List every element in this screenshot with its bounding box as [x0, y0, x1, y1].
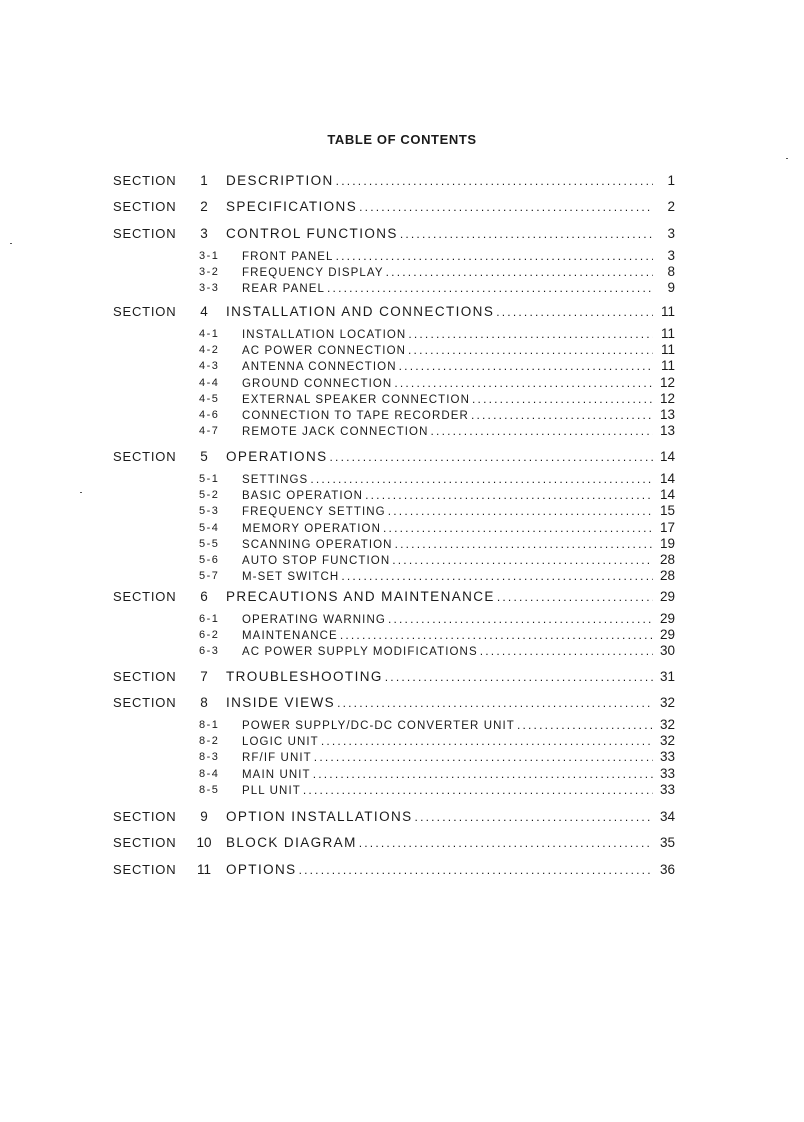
subsection-number: 8-5 — [199, 784, 220, 796]
scan-speck — [786, 158, 788, 159]
dot-leader — [359, 197, 653, 217]
section-title: DESCRIPTION — [226, 173, 334, 188]
subsection-number: 4-4 — [199, 377, 220, 389]
subsection-number: 4-2 — [199, 344, 220, 356]
entry-title-leader — [226, 833, 653, 853]
subsection-number: 8-2 — [199, 735, 220, 747]
entry-title-leader — [242, 421, 653, 442]
page-number: 32 — [659, 717, 675, 732]
dot-leader — [497, 587, 653, 607]
scan-speck — [80, 492, 82, 493]
page-number: 13 — [659, 423, 675, 438]
entry-title-leader — [226, 197, 653, 217]
subsection-title: SETTINGS — [242, 474, 309, 486]
subsection-title: AC POWER CONNECTION — [242, 345, 407, 357]
section-title: BLOCK DIAGRAM — [226, 835, 357, 850]
page-number: 12 — [659, 375, 675, 390]
subsection-title: GROUND CONNECTION — [242, 378, 393, 390]
page-number: 33 — [659, 782, 675, 797]
subsection-number: 4-3 — [199, 360, 220, 372]
subsection-title: MEMORY OPERATION — [242, 523, 382, 535]
section-title: SPECIFICATIONS — [226, 199, 358, 214]
subsection-number: 5-1 — [199, 473, 220, 485]
subsection-title: LOGIC UNIT — [242, 736, 319, 748]
page-number: 36 — [659, 862, 675, 877]
subsection-title: MAINTENANCE — [242, 630, 338, 642]
entry-title-leader — [242, 641, 653, 662]
subsection-number: 4-1 — [199, 328, 220, 340]
subsection-title: M-SET SWITCH — [242, 571, 340, 583]
section-label: SECTION — [113, 173, 177, 188]
page-number: 19 — [659, 536, 675, 551]
entry-title-leader — [242, 278, 653, 299]
page-number: 3 — [667, 226, 675, 241]
subsection-title: REMOTE JACK CONNECTION — [242, 426, 429, 438]
dot-leader — [336, 171, 653, 191]
entry-title-leader — [226, 667, 653, 687]
section-label: SECTION — [113, 226, 177, 241]
page-number: 28 — [659, 552, 675, 567]
section-title: OPTION INSTALLATIONS — [226, 809, 413, 824]
subsection-entry[interactable] — [0, 641, 804, 661]
subsection-title: OPERATING WARNING — [242, 614, 386, 626]
section-entry[interactable] — [0, 447, 804, 467]
subsection-title: INSTALLATION LOCATION — [242, 329, 407, 341]
subsection-number: 5-7 — [199, 570, 220, 582]
section-entry[interactable] — [0, 224, 804, 244]
subsection-title: RF/IF UNIT — [242, 752, 312, 764]
section-number: 8 — [200, 695, 208, 710]
subsection-number: 5-3 — [199, 505, 220, 517]
section-entry[interactable] — [0, 667, 804, 687]
subsection-number: 8-1 — [199, 719, 220, 731]
subsection-entry[interactable] — [0, 278, 804, 298]
section-title: OPERATIONS — [226, 449, 328, 464]
page-number: 32 — [659, 733, 675, 748]
section-title: INSIDE VIEWS — [226, 695, 336, 710]
subsection-title: REAR PANEL — [242, 283, 326, 295]
dot-leader — [385, 667, 653, 687]
page-number: 32 — [659, 695, 675, 710]
page-number: 31 — [659, 669, 675, 684]
entry-title-leader — [226, 860, 653, 880]
page-number: 8 — [667, 264, 675, 279]
dot-leader — [303, 780, 653, 800]
section-label: SECTION — [113, 199, 177, 214]
subsection-number: 5-5 — [199, 538, 220, 550]
section-entry[interactable] — [0, 693, 804, 713]
section-entry[interactable] — [0, 197, 804, 217]
subsection-title: AUTO STOP FUNCTION — [242, 555, 391, 567]
subsection-number: 6-3 — [199, 645, 220, 657]
page-number: 12 — [659, 391, 675, 406]
dot-leader — [341, 566, 653, 586]
section-entry[interactable] — [0, 587, 804, 607]
subsection-number: 5-2 — [199, 489, 220, 501]
section-label: SECTION — [113, 589, 177, 604]
subsection-number: 3-2 — [199, 266, 220, 278]
section-entry[interactable] — [0, 860, 804, 880]
entry-title-leader — [226, 171, 653, 191]
dot-leader — [415, 807, 653, 827]
page-number: 17 — [659, 520, 675, 535]
page-number: 28 — [659, 568, 675, 583]
section-title: CONTROL FUNCTIONS — [226, 226, 398, 241]
subsection-number: 5-6 — [199, 554, 220, 566]
page-number: 11 — [660, 358, 675, 373]
subsection-entry[interactable] — [0, 421, 804, 441]
entry-title-leader — [242, 780, 653, 801]
subsection-number: 6-1 — [199, 613, 220, 625]
section-title: TROUBLESHOOTING — [226, 669, 383, 684]
section-title: OPTIONS — [226, 862, 297, 877]
subsection-number: 8-4 — [199, 768, 220, 780]
subsection-title: FREQUENCY SETTING — [242, 506, 386, 518]
section-label: SECTION — [113, 809, 177, 824]
page-number: 11 — [660, 342, 675, 357]
section-number: 6 — [200, 589, 208, 604]
entry-title-leader — [226, 447, 653, 467]
section-number: 5 — [200, 449, 208, 464]
subsection-title: EXTERNAL SPEAKER CONNECTION — [242, 394, 471, 406]
page-number: 15 — [659, 503, 675, 518]
page-number: 29 — [659, 611, 675, 626]
section-number: 4 — [200, 304, 208, 319]
subsection-title: POWER SUPPLY/DC-DC CONVERTER UNIT — [242, 720, 515, 732]
section-number: 9 — [200, 809, 208, 824]
subsection-title: BASIC OPERATION — [242, 490, 364, 502]
dot-leader — [337, 693, 653, 713]
page-number: 29 — [659, 627, 675, 642]
section-number: 2 — [200, 199, 208, 214]
page-number: 2 — [667, 199, 675, 214]
entry-title-leader — [242, 566, 653, 587]
entry-title-leader — [226, 693, 653, 713]
section-label: SECTION — [113, 862, 177, 877]
page-number: 3 — [667, 248, 675, 263]
subsection-title: FRONT PANEL — [242, 251, 334, 263]
subsection-title: FREQUENCY DISPLAY — [242, 267, 384, 279]
page-number: 13 — [659, 407, 675, 422]
scan-speck — [10, 243, 12, 244]
page-number: 29 — [659, 589, 675, 604]
subsection-title: SCANNING OPERATION — [242, 539, 393, 551]
section-entry[interactable] — [0, 807, 804, 827]
subsection-entry[interactable] — [0, 780, 804, 800]
subsection-title: ANTENNA CONNECTION — [242, 361, 397, 373]
page-number: 11 — [660, 304, 675, 319]
subsection-title: PLL UNIT — [242, 785, 301, 797]
page-number: 14 — [659, 449, 675, 464]
subsection-title: AC POWER SUPPLY MODIFICATIONS — [242, 646, 478, 658]
section-title: PRECAUTIONS AND MAINTENANCE — [226, 589, 495, 604]
page-number: 33 — [659, 749, 675, 764]
section-number: 1 — [200, 173, 208, 188]
subsection-number: 4-7 — [199, 425, 220, 437]
page-number: 14 — [659, 471, 675, 486]
entry-title-leader — [226, 224, 653, 244]
entry-title-leader — [226, 807, 653, 827]
subsection-title: CONNECTION TO TAPE RECORDER — [242, 410, 469, 422]
subsection-number: 5-4 — [199, 522, 220, 534]
subsection-number: 4-6 — [199, 409, 220, 421]
dot-leader — [299, 860, 653, 880]
dot-leader — [327, 278, 653, 298]
page-number: 9 — [667, 280, 675, 295]
section-label: SECTION — [113, 835, 177, 850]
section-label: SECTION — [113, 449, 177, 464]
page-number: 11 — [660, 326, 675, 341]
subsection-title: MAIN UNIT — [242, 769, 311, 781]
page-number: 1 — [667, 173, 675, 188]
subsection-number: 8-3 — [199, 751, 220, 763]
page-number: 34 — [659, 809, 675, 824]
subsection-number: 4-5 — [199, 393, 220, 405]
page-number: 35 — [659, 835, 675, 850]
section-entry[interactable] — [0, 302, 804, 322]
dot-leader — [359, 833, 653, 853]
section-entry[interactable] — [0, 171, 804, 191]
page-title: TABLE OF CONTENTS — [327, 132, 477, 147]
subsection-number: 3-1 — [199, 250, 220, 262]
subsection-number: 6-2 — [199, 629, 220, 641]
section-number: 7 — [200, 669, 208, 684]
dot-leader — [480, 641, 653, 661]
subsection-number: 3-3 — [199, 282, 220, 294]
page-number: 14 — [659, 487, 675, 502]
page-number: 33 — [659, 766, 675, 781]
subsection-entry[interactable] — [0, 566, 804, 586]
section-number: 10 — [196, 835, 212, 850]
dot-leader — [431, 421, 654, 441]
dot-leader — [400, 224, 653, 244]
section-label: SECTION — [113, 304, 177, 319]
page-number: 30 — [659, 643, 675, 658]
entry-title-leader — [226, 587, 653, 607]
section-entry[interactable] — [0, 833, 804, 853]
section-number: 3 — [200, 226, 208, 241]
section-number: 11 — [196, 862, 211, 877]
entry-title-leader — [226, 302, 653, 322]
dot-leader — [496, 302, 653, 322]
section-label: SECTION — [113, 669, 177, 684]
section-title: INSTALLATION AND CONNECTIONS — [226, 304, 495, 319]
dot-leader — [330, 447, 653, 467]
section-label: SECTION — [113, 695, 177, 710]
